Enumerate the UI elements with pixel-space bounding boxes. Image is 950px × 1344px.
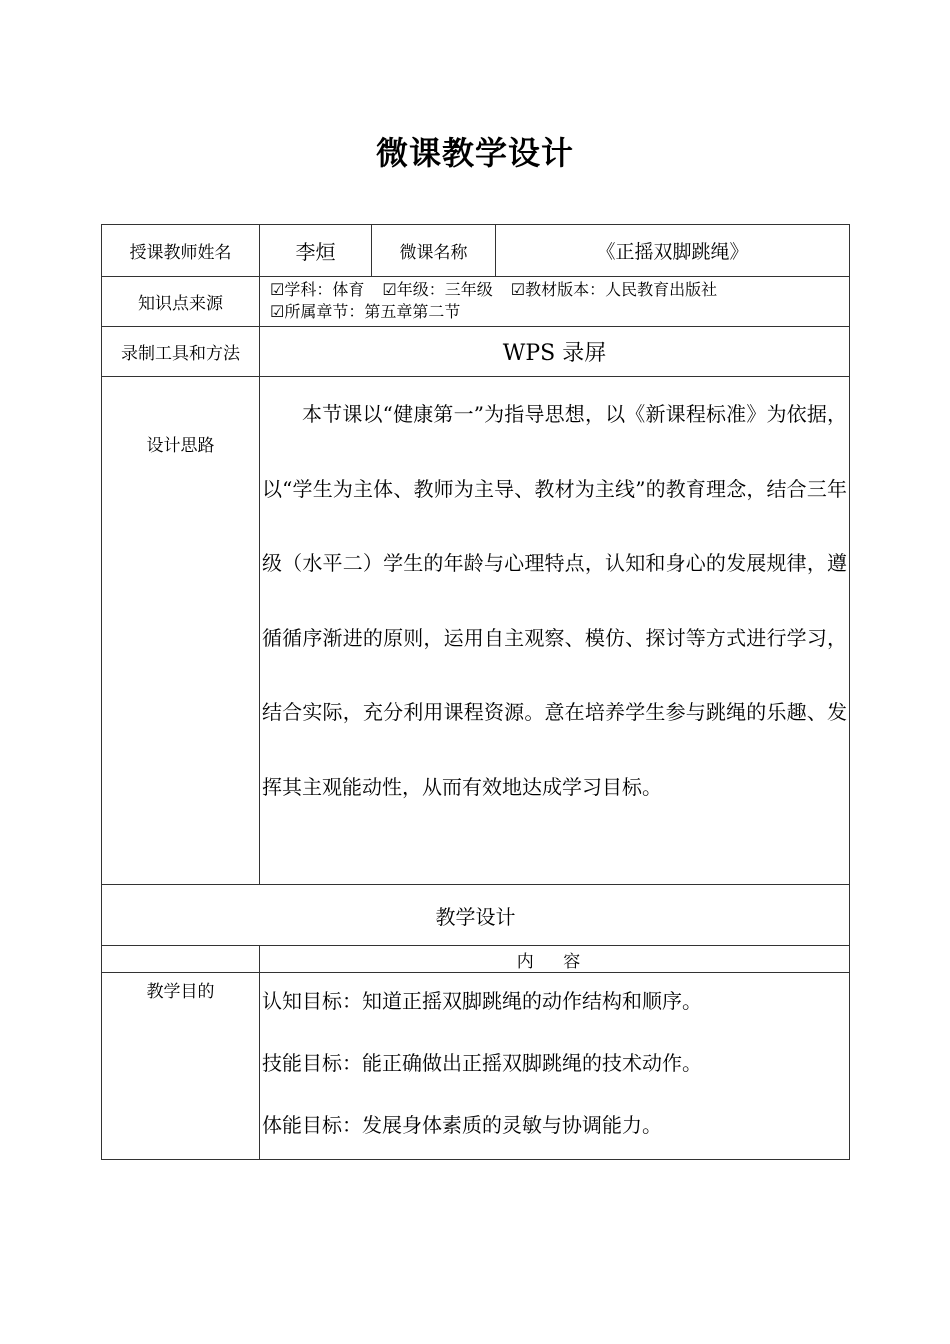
design-text: 本节课以“健康第一”为指导思想，以《新课程标准》为依据，以“学生为主体、教师为主导、教材为主线”的教育理念，结合三年级（水平二）学生的年龄与心理特点，认知和身心的发展规律，遵循循序渐进的原则，运用自主观察、模仿、探讨等方式进行学习，结合实际，充分利用课程资源。意在培养学生参与跳绳的乐趣、发挥其主观能动性，从而有效地达成学习目标。 [262,402,847,799]
goals-row [102,973,850,1160]
tools-label: 录制工具和方法 [102,327,260,377]
goal-fitness: 体能目标：发展身体素质的灵敏与协调能力。 [262,1113,662,1137]
design-label: 设计思路 [102,377,260,885]
edition-check: ☑教材版本：人民教育出版社 [510,280,718,299]
teacher-name: 李烜 [260,225,372,277]
course-label: 微课名称 [372,225,496,277]
chapter-check: ☑所属章节：第五章第二节 [270,302,461,321]
goals-label: 教学目的 [102,973,260,1160]
goals-cell [260,973,850,1160]
tools-row [102,327,850,377]
goal-cognitive: 认知目标：知道正摇双脚跳绳的动作结构和顺序。 [262,989,702,1013]
tools-value: WPS 录屏 [260,327,850,377]
lesson-design-table [101,224,850,1160]
teaching-design-heading: 教学设计 [102,885,850,946]
teacher-label: 授课教师姓名 [102,225,260,277]
grade-check: ☑年级：三年级 [382,280,493,299]
source-cell [260,277,850,327]
course-name: 《正摇双脚跳绳》 [496,225,850,277]
page-title: 微课教学设计 [375,134,574,172]
goal-skill: 技能目标：能正确做出正摇双脚跳绳的技术动作。 [262,1051,702,1075]
design-text-cell [260,377,850,885]
teaching-design-row [102,885,850,946]
content-heading: 内 容 [260,946,850,973]
source-label: 知识点来源 [102,277,260,327]
subject-check: ☑学科：体育 [270,280,365,299]
empty-header-cell [102,946,260,973]
source-row [102,277,850,327]
teacher-row [102,225,850,277]
design-row [102,377,850,885]
content-header-row [102,946,850,973]
